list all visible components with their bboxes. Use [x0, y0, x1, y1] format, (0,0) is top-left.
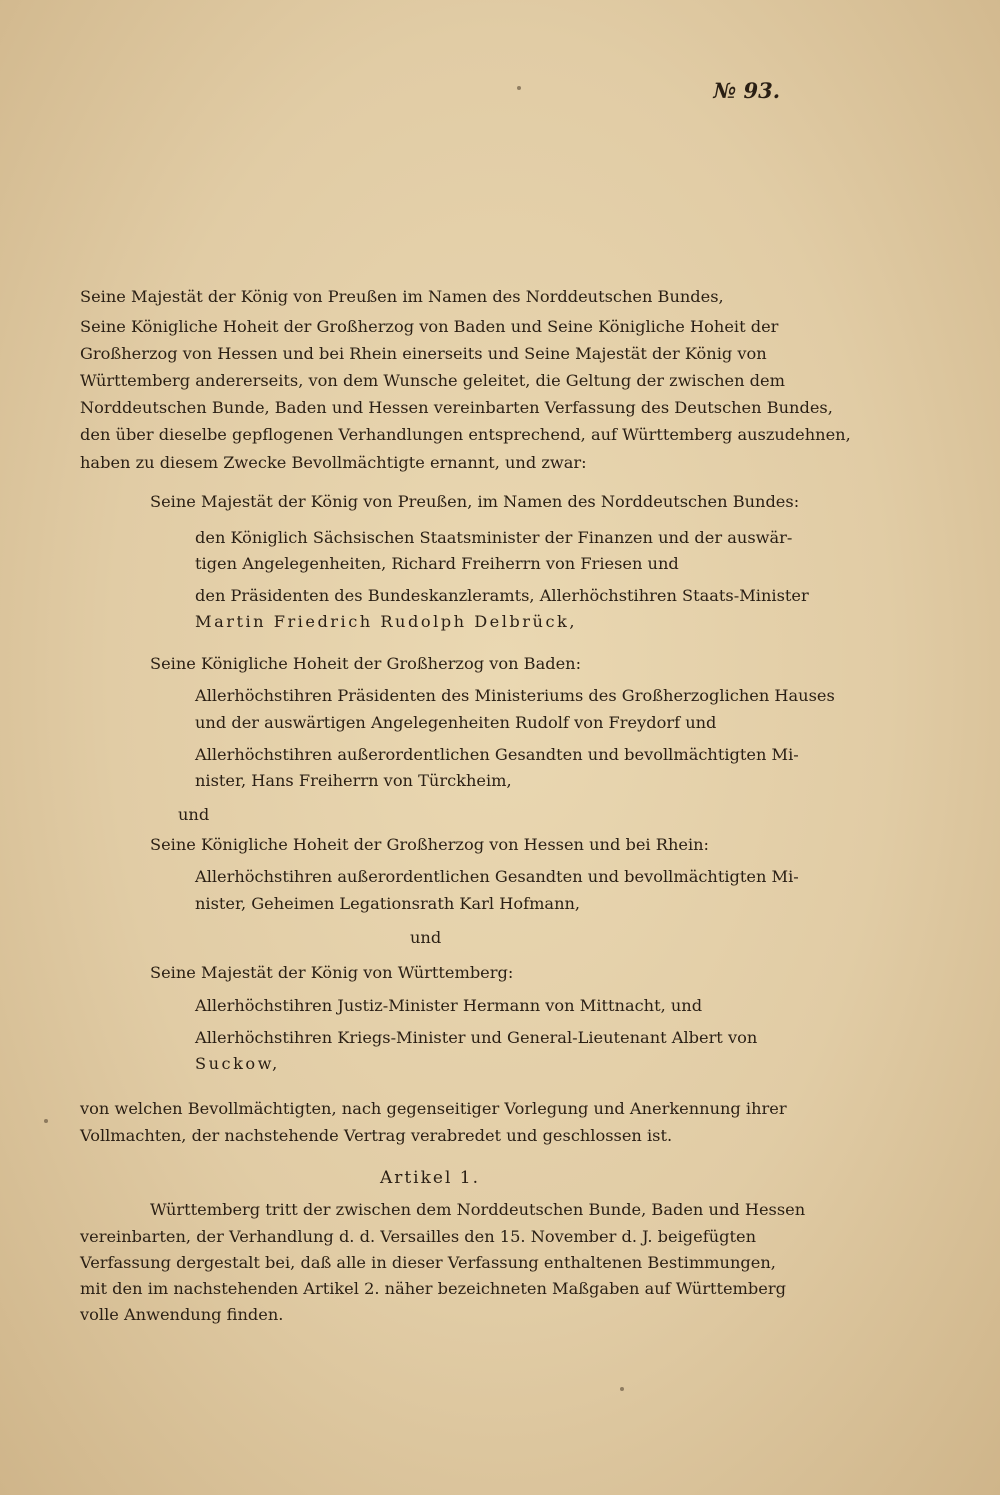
delegate-line: tigen Angelegenheiten, Richard Freiherrn von Friesen und: [195, 554, 679, 573]
sovereign-line: Seine Königliche Hoheit der Großherzog von Baden:: [150, 654, 582, 673]
preamble-line: Großherzog von Hessen und bei Rhein einerseits und Seine Majestät der König von: [80, 344, 767, 363]
sovereign-line: Seine Majestät der König von Preußen, im Namen des Norddeutschen Bundes:: [150, 492, 800, 511]
sovereign-line: Seine Königliche Hoheit der Großherzog von Hessen und bei Rhein:: [150, 835, 710, 854]
conjunction-und: und: [178, 805, 210, 824]
closing-line: von welchen Bevollmächtigten, nach gegenseitiger Vorlegung und Anerkennung ihrer: [80, 1099, 787, 1118]
article-line: volle Anwendung finden.: [80, 1305, 284, 1324]
preamble-line: Seine Königliche Hoheit der Großherzog von Baden und Seine Königliche Hoheit der: [80, 317, 779, 336]
delegate-line: Allerhöchstihren außerordentlichen Gesandten und bevollmächtigten Mi-: [195, 867, 799, 886]
page-number: № 93.: [713, 78, 780, 103]
article-line: mit den im nachstehenden Artikel 2. näher bezeichneten Maßgaben auf Württemberg: [80, 1279, 786, 1298]
sovereign-line: Seine Majestät der König von Württemberg:: [150, 963, 514, 982]
preamble-line: den über dieselbe gepflogenen Verhandlungen entsprechend, auf Württemberg auszudehnen,: [80, 425, 851, 444]
preamble-line: Seine Majestät der König von Preußen im Namen des Norddeutschen Bundes,: [80, 287, 724, 306]
article-heading: Artikel 1.: [379, 1168, 481, 1188]
delegate-line: Allerhöchstihren Präsidenten des Ministeriums des Großherzoglichen Hauses: [195, 686, 835, 705]
preamble-line: Württemberg andererseits, von dem Wunsche geleitet, die Geltung der zwischen dem: [80, 371, 785, 390]
delegate-line: den Präsidenten des Bundeskanzleramts, Allerhöchstihren Staats-Minister: [195, 586, 809, 605]
article-line: Württemberg tritt der zwischen dem Norddeutschen Bunde, Baden und Hessen: [150, 1200, 806, 1219]
delegate-line: nister, Hans Freiherrn von Türckheim,: [195, 771, 512, 790]
article-line: vereinbarten, der Verhandlung d. d. Versailles den 15. November d. J. beigefügten: [80, 1227, 757, 1246]
preamble-line: Norddeutschen Bunde, Baden und Hessen vereinbarten Verfassung des Deutschen Bundes,: [80, 398, 833, 417]
delegate-line: Allerhöchstihren Kriegs-Minister und General-Lieutenant Albert von: [195, 1028, 758, 1047]
delegate-line: nister, Geheimen Legationsrath Karl Hofmann,: [195, 894, 581, 913]
delegate-line: Allerhöchstihren Justiz-Minister Hermann von Mittnacht, und: [195, 996, 703, 1015]
conjunction-und: und: [410, 928, 442, 947]
delegate-line: Allerhöchstihren außerordentlichen Gesandten und bevollmächtigten Mi-: [195, 745, 799, 764]
delegate-line: Suckow,: [195, 1054, 280, 1073]
paper-speck: [620, 1387, 624, 1391]
paper-speck: [44, 1119, 48, 1123]
paper-speck: [517, 86, 521, 90]
closing-line: Vollmachten, der nachstehende Vertrag verabredet und geschlossen ist.: [80, 1126, 673, 1145]
article-line: Verfassung dergestalt bei, daß alle in dieser Verfassung enthaltenen Bestimmungen,: [80, 1253, 776, 1272]
delegate-line: den Königlich Sächsischen Staatsminister der Finanzen und der auswär-: [195, 528, 793, 547]
delegate-line: Martin Friedrich Rudolph Delbrück,: [195, 612, 577, 631]
preamble-line: haben zu diesem Zwecke Bevollmächtigte ernannt, und zwar:: [80, 453, 587, 472]
delegate-line: und der auswärtigen Angelegenheiten Rudolf von Freydorf und: [195, 713, 717, 732]
